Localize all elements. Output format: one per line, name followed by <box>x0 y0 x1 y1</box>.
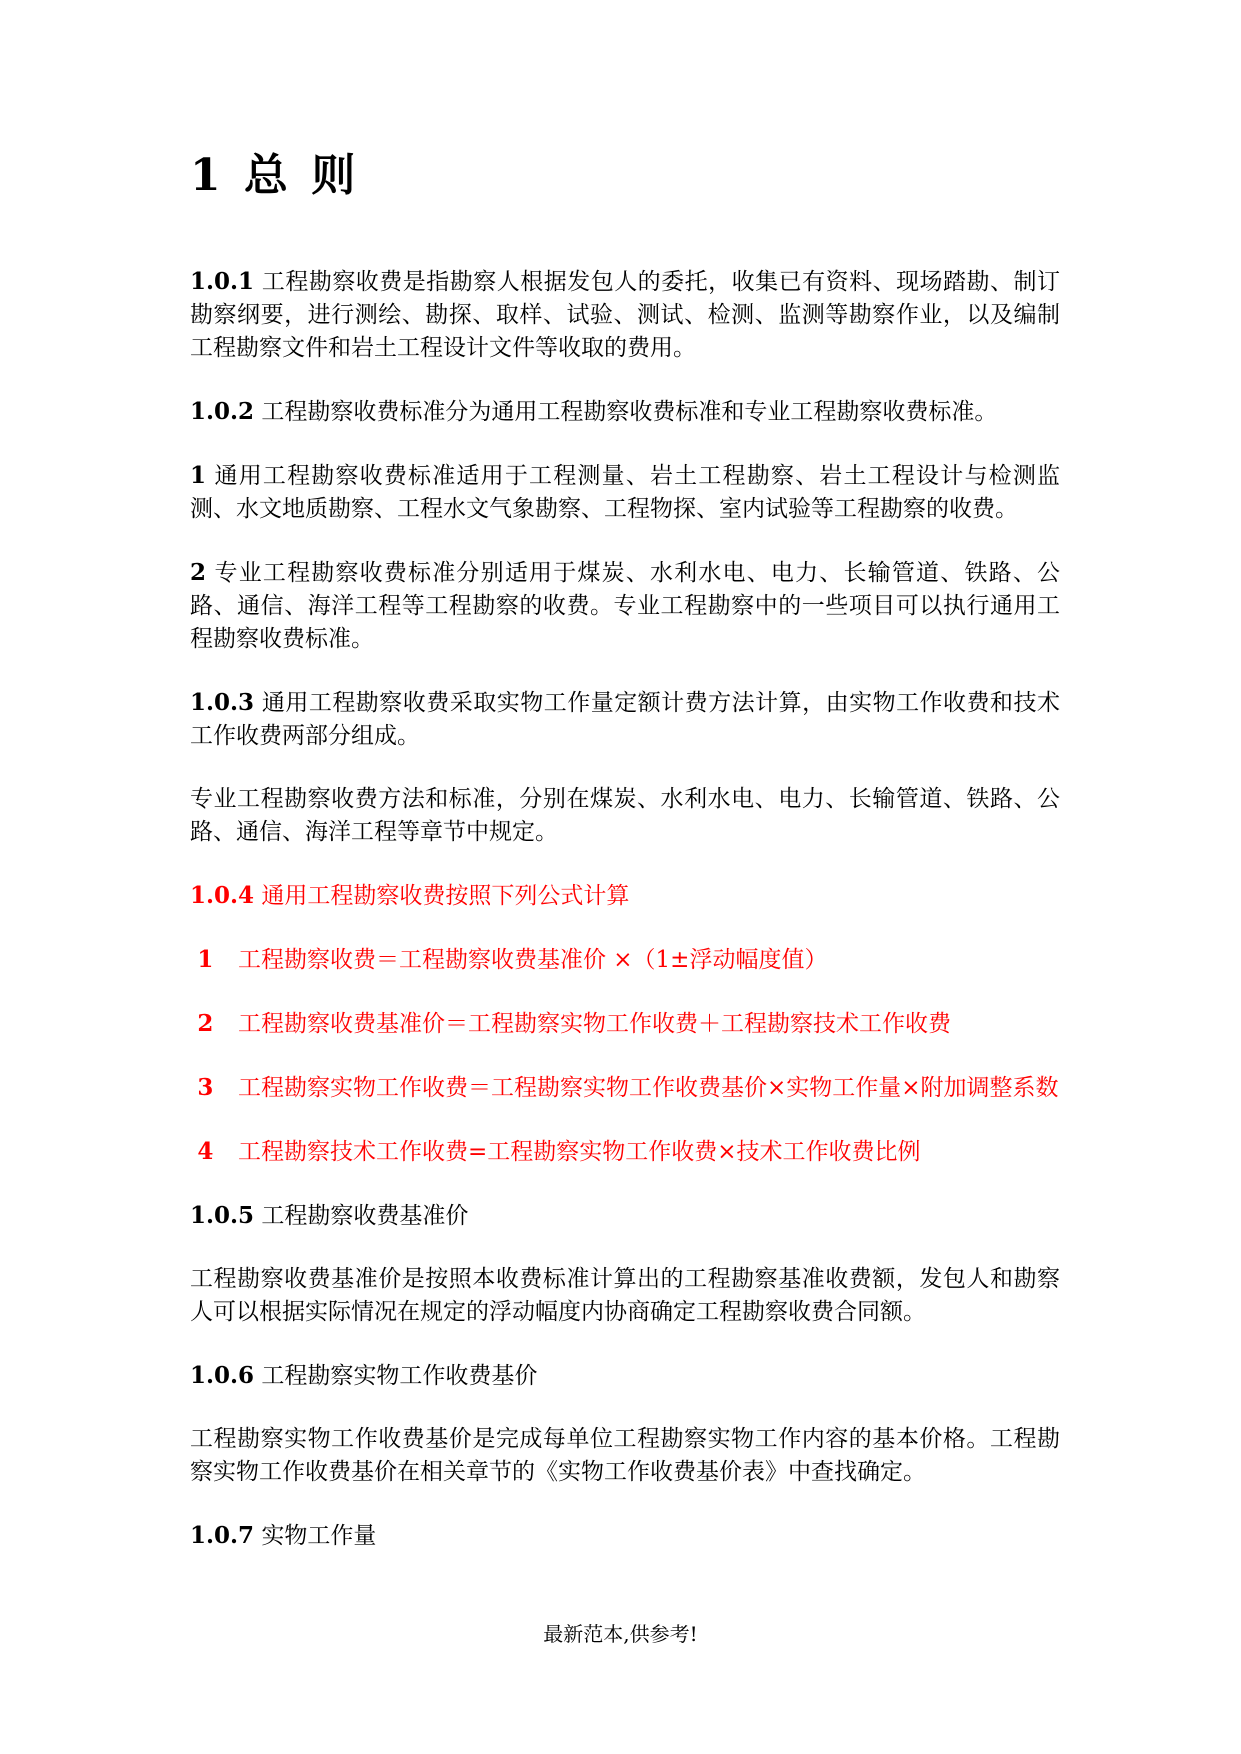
paragraph <box>190 1423 1060 1489</box>
section-1-0-6 <box>190 1359 1060 1393</box>
formula-text: 工程勘察实物工作收费＝工程勘察实物工作收费基价×实物工作量×附加调整系数 <box>237 1074 1059 1101</box>
page-footer: 最新范本,供参考! <box>543 1622 698 1646</box>
clause-text: 通用工程勘察收费标准适用于工程测量、岩土工程勘察、岩土工程设计与检测监测、水文地质勘察、工程水文气象勘察、工程物探、室内试验等工程勘察的收费。 <box>190 462 1061 522</box>
section-number: 1.0.1 <box>190 267 255 295</box>
paragraph <box>190 1263 1060 1329</box>
section-number: 1.0.7 <box>190 1521 255 1549</box>
section-1-0-1 <box>190 265 1060 365</box>
section-number: 1.0.6 <box>190 1361 255 1389</box>
formula-2 <box>190 1007 1060 1041</box>
clause-number: 1 <box>190 461 207 489</box>
section-text: 实物工作量 <box>261 1522 377 1549</box>
section-number: 1.0.4 <box>190 881 255 909</box>
section-text: 工程勘察收费基准价 <box>261 1202 469 1229</box>
formula-number: 2 <box>197 1009 214 1037</box>
clause-text: 专业工程勘察收费标准分别适用于煤炭、水利水电、电力、长输管道、铁路、公路、通信、海洋工程等工程勘察的收费。专业工程勘察中的一些项目可以执行通用工程勘察收费标准。 <box>190 559 1061 652</box>
section-number: 1.0.3 <box>190 688 255 716</box>
section-1-0-7 <box>190 1519 1060 1553</box>
paragraph-text: 工程勘察收费基准价是按照本收费标准计算出的工程勘察基准收费额，发包人和勘察人可以根据实际情况在规定的浮动幅度内协商确定工程勘察收费合同额。 <box>190 1265 1060 1325</box>
section-1-0-5 <box>190 1199 1060 1233</box>
formula-1 <box>190 943 1060 977</box>
formula-number: 4 <box>197 1137 214 1165</box>
formula-3 <box>190 1071 1060 1105</box>
formula-number: 3 <box>197 1073 214 1101</box>
section-1-0-4 <box>190 879 1060 913</box>
clause-2 <box>190 556 1060 656</box>
document-body <box>190 150 1060 1583</box>
chapter-title: 1 总 则 <box>190 150 360 201</box>
clause-number: 2 <box>190 558 207 586</box>
formula-text: 工程勘察收费＝工程勘察收费基准价 ×（1±浮动幅度值） <box>237 946 828 973</box>
paragraph <box>190 783 1060 849</box>
clause-1 <box>190 459 1060 526</box>
formula-number: 1 <box>197 945 214 973</box>
section-text: 工程勘察实物工作收费基价 <box>261 1362 538 1389</box>
section-text: 工程勘察收费标准分为通用工程勘察收费标准和专业工程勘察收费标准。 <box>261 398 998 425</box>
formula-4 <box>190 1135 1060 1169</box>
paragraph-text: 专业工程勘察收费方法和标准，分别在煤炭、水利水电、电力、长输管道、铁路、公路、通信、海洋工程等章节中规定。 <box>190 785 1060 845</box>
section-number: 1.0.5 <box>190 1201 255 1229</box>
section-1-0-3 <box>190 686 1060 753</box>
section-text: 工程勘察收费是指勘察人根据发包人的委托，收集已有资料、现场踏勘、制订勘察纲要，进行测绘、勘探、取样、试验、测试、检测、监测等勘察作业，以及编制工程勘察文件和岩土工程设计文件等收取的费用。 <box>190 268 1061 361</box>
formula-text: 工程勘察技术工作收费=工程勘察实物工作收费×技术工作收费比例 <box>237 1138 921 1165</box>
section-1-0-2 <box>190 395 1060 429</box>
formula-text: 工程勘察收费基准价＝工程勘察实物工作收费＋工程勘察技术工作收费 <box>237 1010 951 1037</box>
paragraph-text: 工程勘察实物工作收费基价是完成每单位工程勘察实物工作内容的基本价格。工程勘察实物工作收费基价在相关章节的《实物工作收费基价表》中查找确定。 <box>190 1425 1060 1485</box>
section-text: 通用工程勘察收费采取实物工作量定额计费方法计算，由实物工作收费和技术工作收费两部分组成。 <box>190 689 1061 749</box>
section-text: 通用工程勘察收费按照下列公式计算 <box>261 882 630 909</box>
section-number: 1.0.2 <box>190 397 255 425</box>
